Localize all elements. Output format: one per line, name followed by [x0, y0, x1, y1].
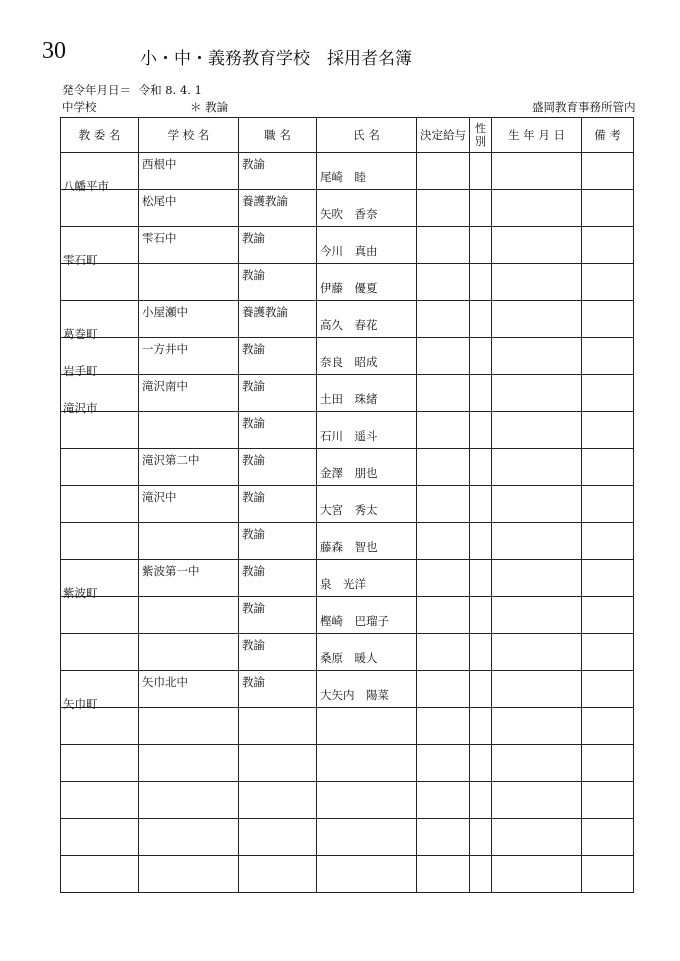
name-cell-text: 今川 真由 [320, 244, 378, 258]
table-row [61, 375, 634, 412]
school-cell [139, 634, 239, 671]
birthdate-cell [492, 560, 582, 597]
salary-cell [417, 153, 470, 190]
job-cell-text: 教諭 [242, 231, 265, 245]
name-cell-text: 伊藤 優夏 [320, 281, 378, 295]
salary-cell [417, 708, 470, 745]
job-cell [239, 264, 317, 301]
board-cell [61, 375, 139, 415]
issue-date-value: 令和 8. 4. 1 [138, 83, 202, 97]
name-cell [317, 264, 417, 301]
board-cell [61, 819, 139, 856]
job-cell-text: 教諭 [242, 157, 265, 171]
board-cell [61, 560, 139, 600]
table-row [61, 560, 634, 597]
job-cell-text: 教諭 [242, 268, 265, 282]
salary-cell [417, 671, 470, 708]
gender-cell [470, 153, 492, 190]
school-cell [139, 486, 239, 523]
job-cell [239, 412, 317, 449]
school-cell-text: 西根中 [142, 157, 177, 171]
salary-cell [417, 597, 470, 634]
salary-cell [417, 301, 470, 338]
name-cell-text: 高久 春花 [320, 318, 378, 332]
remarks-cell [582, 708, 634, 745]
name-cell [317, 560, 417, 597]
birthdate-cell [492, 856, 582, 893]
birthdate-cell [492, 227, 582, 264]
job-cell [239, 671, 317, 708]
gender-cell [470, 856, 492, 893]
board-cell-text: 岩手町 [63, 364, 98, 378]
name-cell [317, 486, 417, 523]
gender-cell [470, 597, 492, 634]
remarks-cell [582, 375, 634, 412]
job-cell-text: 教諭 [242, 527, 265, 541]
header-name: 氏 名 [317, 118, 417, 153]
school-cell-text: 滝沢南中 [142, 379, 188, 393]
school-cell [139, 782, 239, 819]
remarks-cell [582, 449, 634, 486]
remarks-cell [582, 819, 634, 856]
school-cell [139, 375, 239, 412]
board-cell [61, 190, 139, 227]
issue-date-line [62, 82, 202, 98]
school-cell [139, 671, 239, 708]
table-row [61, 449, 634, 486]
board-cell [61, 671, 139, 711]
name-cell [317, 412, 417, 449]
salary-cell [417, 412, 470, 449]
job-cell [239, 856, 317, 893]
birthdate-cell [492, 153, 582, 190]
school-cell-text: 滝沢第二中 [142, 453, 200, 467]
salary-cell [417, 338, 470, 375]
job-cell [239, 634, 317, 671]
table-row [61, 819, 634, 856]
school-cell [139, 819, 239, 856]
board-cell-text: 矢巾町 [63, 697, 98, 711]
birthdate-cell [492, 486, 582, 523]
job-cell-text: 教諭 [242, 564, 265, 578]
birthdate-cell [492, 412, 582, 449]
salary-cell [417, 449, 470, 486]
school-cell-text: 一方井中 [142, 342, 188, 356]
salary-cell [417, 856, 470, 893]
remarks-cell [582, 634, 634, 671]
table-row [61, 597, 634, 634]
gender-cell [470, 560, 492, 597]
remarks-cell [582, 486, 634, 523]
salary-cell [417, 560, 470, 597]
school-cell-text: 松尾中 [142, 194, 177, 208]
gender-cell [470, 227, 492, 264]
gender-cell [470, 708, 492, 745]
job-cell [239, 449, 317, 486]
school-cell-text: 小屋瀬中 [142, 305, 188, 319]
board-cell [61, 597, 139, 634]
salary-cell [417, 745, 470, 782]
name-cell [317, 301, 417, 338]
table-row [61, 856, 634, 893]
salary-cell [417, 819, 470, 856]
job-cell [239, 819, 317, 856]
remarks-cell [582, 412, 634, 449]
remarks-cell [582, 745, 634, 782]
name-cell-text: 土田 珠緒 [320, 392, 378, 406]
job-cell [239, 153, 317, 190]
board-cell [61, 745, 139, 782]
table-row [61, 301, 634, 338]
board-cell [61, 412, 139, 449]
name-cell [317, 153, 417, 190]
table-row [61, 153, 634, 190]
remarks-cell [582, 153, 634, 190]
board-cell [61, 301, 139, 341]
school-cell-text: 滝沢中 [142, 490, 177, 504]
name-cell-text: 泉 光洋 [320, 577, 366, 591]
job-cell [239, 523, 317, 560]
school-cell [139, 412, 239, 449]
board-cell [61, 486, 139, 523]
job-cell-text: 養護教諭 [242, 305, 288, 319]
name-cell-text: 金澤 朋也 [320, 466, 378, 480]
table-row [61, 671, 634, 708]
name-cell-text: 石川 遥斗 [320, 429, 378, 443]
school-cell [139, 449, 239, 486]
table-row [61, 708, 634, 745]
remarks-cell [582, 264, 634, 301]
board-cell [61, 227, 139, 267]
school-cell [139, 301, 239, 338]
gender-cell [470, 782, 492, 819]
office-name: 盛岡教育事務所管内 [532, 100, 636, 114]
name-cell [317, 227, 417, 264]
page-number: 30 [42, 38, 66, 64]
job-cell [239, 190, 317, 227]
school-cell [139, 264, 239, 301]
name-cell [317, 338, 417, 375]
board-cell [61, 338, 139, 378]
name-cell [317, 375, 417, 412]
name-cell [317, 634, 417, 671]
board-cell-text: 八幡平市 [63, 179, 109, 193]
remarks-cell [582, 597, 634, 634]
salary-cell [417, 227, 470, 264]
salary-cell [417, 634, 470, 671]
school-cell [139, 560, 239, 597]
gender-cell [470, 671, 492, 708]
board-cell [61, 264, 139, 301]
remarks-cell [582, 190, 634, 227]
board-cell [61, 153, 139, 193]
birthdate-cell [492, 634, 582, 671]
board-cell-text: 雫石町 [63, 253, 98, 267]
page-title: 小・中・義務教育学校 採用者名簿 [140, 49, 412, 69]
job-cell [239, 338, 317, 375]
job-cell-text: 教諭 [242, 342, 265, 356]
name-cell-text: 藤森 智也 [320, 540, 378, 554]
header-gender: 性別 [470, 118, 492, 153]
job-cell-text: 養護教諭 [242, 194, 288, 208]
birthdate-cell [492, 819, 582, 856]
name-cell [317, 449, 417, 486]
job-cell-text: 教諭 [242, 490, 265, 504]
job-cell [239, 782, 317, 819]
job-cell-text: 教諭 [242, 601, 265, 615]
job-cell [239, 486, 317, 523]
remarks-cell [582, 338, 634, 375]
name-cell-text: 桑原 暖人 [320, 651, 378, 665]
header-board: 教 委 名 [61, 118, 139, 153]
remarks-cell [582, 782, 634, 819]
issue-date-label: 発令年月日＝ [62, 83, 131, 97]
job-cell [239, 708, 317, 745]
table-row [61, 412, 634, 449]
remarks-cell [582, 227, 634, 264]
remarks-cell [582, 523, 634, 560]
job-cell-text: 教諭 [242, 638, 265, 652]
birthdate-cell [492, 449, 582, 486]
job-cell [239, 597, 317, 634]
job-cell [239, 560, 317, 597]
name-cell [317, 819, 417, 856]
birthdate-cell [492, 597, 582, 634]
remarks-cell [582, 856, 634, 893]
job-cell [239, 227, 317, 264]
board-cell [61, 634, 139, 671]
name-cell [317, 782, 417, 819]
gender-cell [470, 449, 492, 486]
school-cell [139, 856, 239, 893]
salary-cell [417, 375, 470, 412]
job-cell [239, 375, 317, 412]
school-cell [139, 190, 239, 227]
gender-cell [470, 301, 492, 338]
board-cell-text: 葛巻町 [63, 327, 98, 341]
table-row [61, 634, 634, 671]
school-cell-text: 矢巾北中 [142, 675, 188, 689]
name-cell-text: 大矢内 陽菜 [320, 688, 389, 702]
name-cell [317, 597, 417, 634]
table-row [61, 745, 634, 782]
school-cell [139, 523, 239, 560]
remarks-cell [582, 560, 634, 597]
roster-table [60, 117, 634, 893]
school-cell [139, 708, 239, 745]
name-cell-text: 樫崎 巴瑠子 [320, 614, 389, 628]
header-remarks: 備 考 [582, 118, 634, 153]
school-cell-text: 紫波第一中 [142, 564, 200, 578]
table-row [61, 486, 634, 523]
birthdate-cell [492, 264, 582, 301]
name-cell [317, 708, 417, 745]
birthdate-cell [492, 745, 582, 782]
salary-cell [417, 190, 470, 227]
table-row [61, 227, 634, 264]
salary-cell [417, 782, 470, 819]
table-row [61, 782, 634, 819]
gender-cell [470, 745, 492, 782]
board-cell [61, 782, 139, 819]
gender-cell [470, 634, 492, 671]
school-cell [139, 745, 239, 782]
remarks-cell [582, 671, 634, 708]
job-cell-text: 教諭 [242, 379, 265, 393]
salary-cell [417, 264, 470, 301]
header-school: 学 校 名 [139, 118, 239, 153]
name-cell [317, 190, 417, 227]
salary-cell [417, 523, 470, 560]
table-row [61, 523, 634, 560]
birthdate-cell [492, 338, 582, 375]
birthdate-cell [492, 375, 582, 412]
gender-cell [470, 486, 492, 523]
remarks-cell [582, 301, 634, 338]
name-cell-text: 尾崎 睦 [320, 170, 366, 184]
job-cell-text: 教諭 [242, 453, 265, 467]
board-cell [61, 708, 139, 745]
birthdate-cell [492, 190, 582, 227]
job-cell [239, 301, 317, 338]
school-cell [139, 153, 239, 190]
name-cell-text: 矢吹 香奈 [320, 207, 378, 221]
gender-cell [470, 338, 492, 375]
roster-body [61, 153, 634, 893]
gender-cell [470, 190, 492, 227]
gender-cell [470, 523, 492, 560]
table-row [61, 190, 634, 227]
school-cell-text: 雫石中 [142, 231, 177, 245]
birthdate-cell [492, 523, 582, 560]
name-cell-text: 奈良 昭成 [320, 355, 378, 369]
school-cell [139, 338, 239, 375]
gender-cell [470, 375, 492, 412]
header-job: 職 名 [239, 118, 317, 153]
board-cell [61, 523, 139, 560]
birthdate-cell [492, 708, 582, 745]
name-cell [317, 523, 417, 560]
position-note: ＊ 教論 [190, 100, 229, 114]
table-row [61, 264, 634, 301]
job-cell-text: 教諭 [242, 675, 265, 689]
header-salary: 決定給与 [417, 118, 470, 153]
header-birthdate: 生 年 月 日 [492, 118, 582, 153]
name-cell [317, 745, 417, 782]
school-cell [139, 597, 239, 634]
birthdate-cell [492, 301, 582, 338]
job-cell [239, 745, 317, 782]
name-cell-text: 大宮 秀太 [320, 503, 378, 517]
header-row [61, 118, 634, 153]
board-cell-text: 紫波町 [63, 586, 98, 600]
birthdate-cell [492, 671, 582, 708]
table-row [61, 338, 634, 375]
school-cell [139, 227, 239, 264]
job-cell-text: 教諭 [242, 416, 265, 430]
board-cell [61, 856, 139, 893]
salary-cell [417, 486, 470, 523]
birthdate-cell [492, 782, 582, 819]
gender-cell [470, 264, 492, 301]
school-level: 中学校 [62, 100, 97, 114]
board-cell-text: 滝沢市 [63, 401, 98, 415]
gender-cell [470, 412, 492, 449]
name-cell [317, 856, 417, 893]
name-cell [317, 671, 417, 708]
gender-cell [470, 819, 492, 856]
board-cell [61, 449, 139, 486]
